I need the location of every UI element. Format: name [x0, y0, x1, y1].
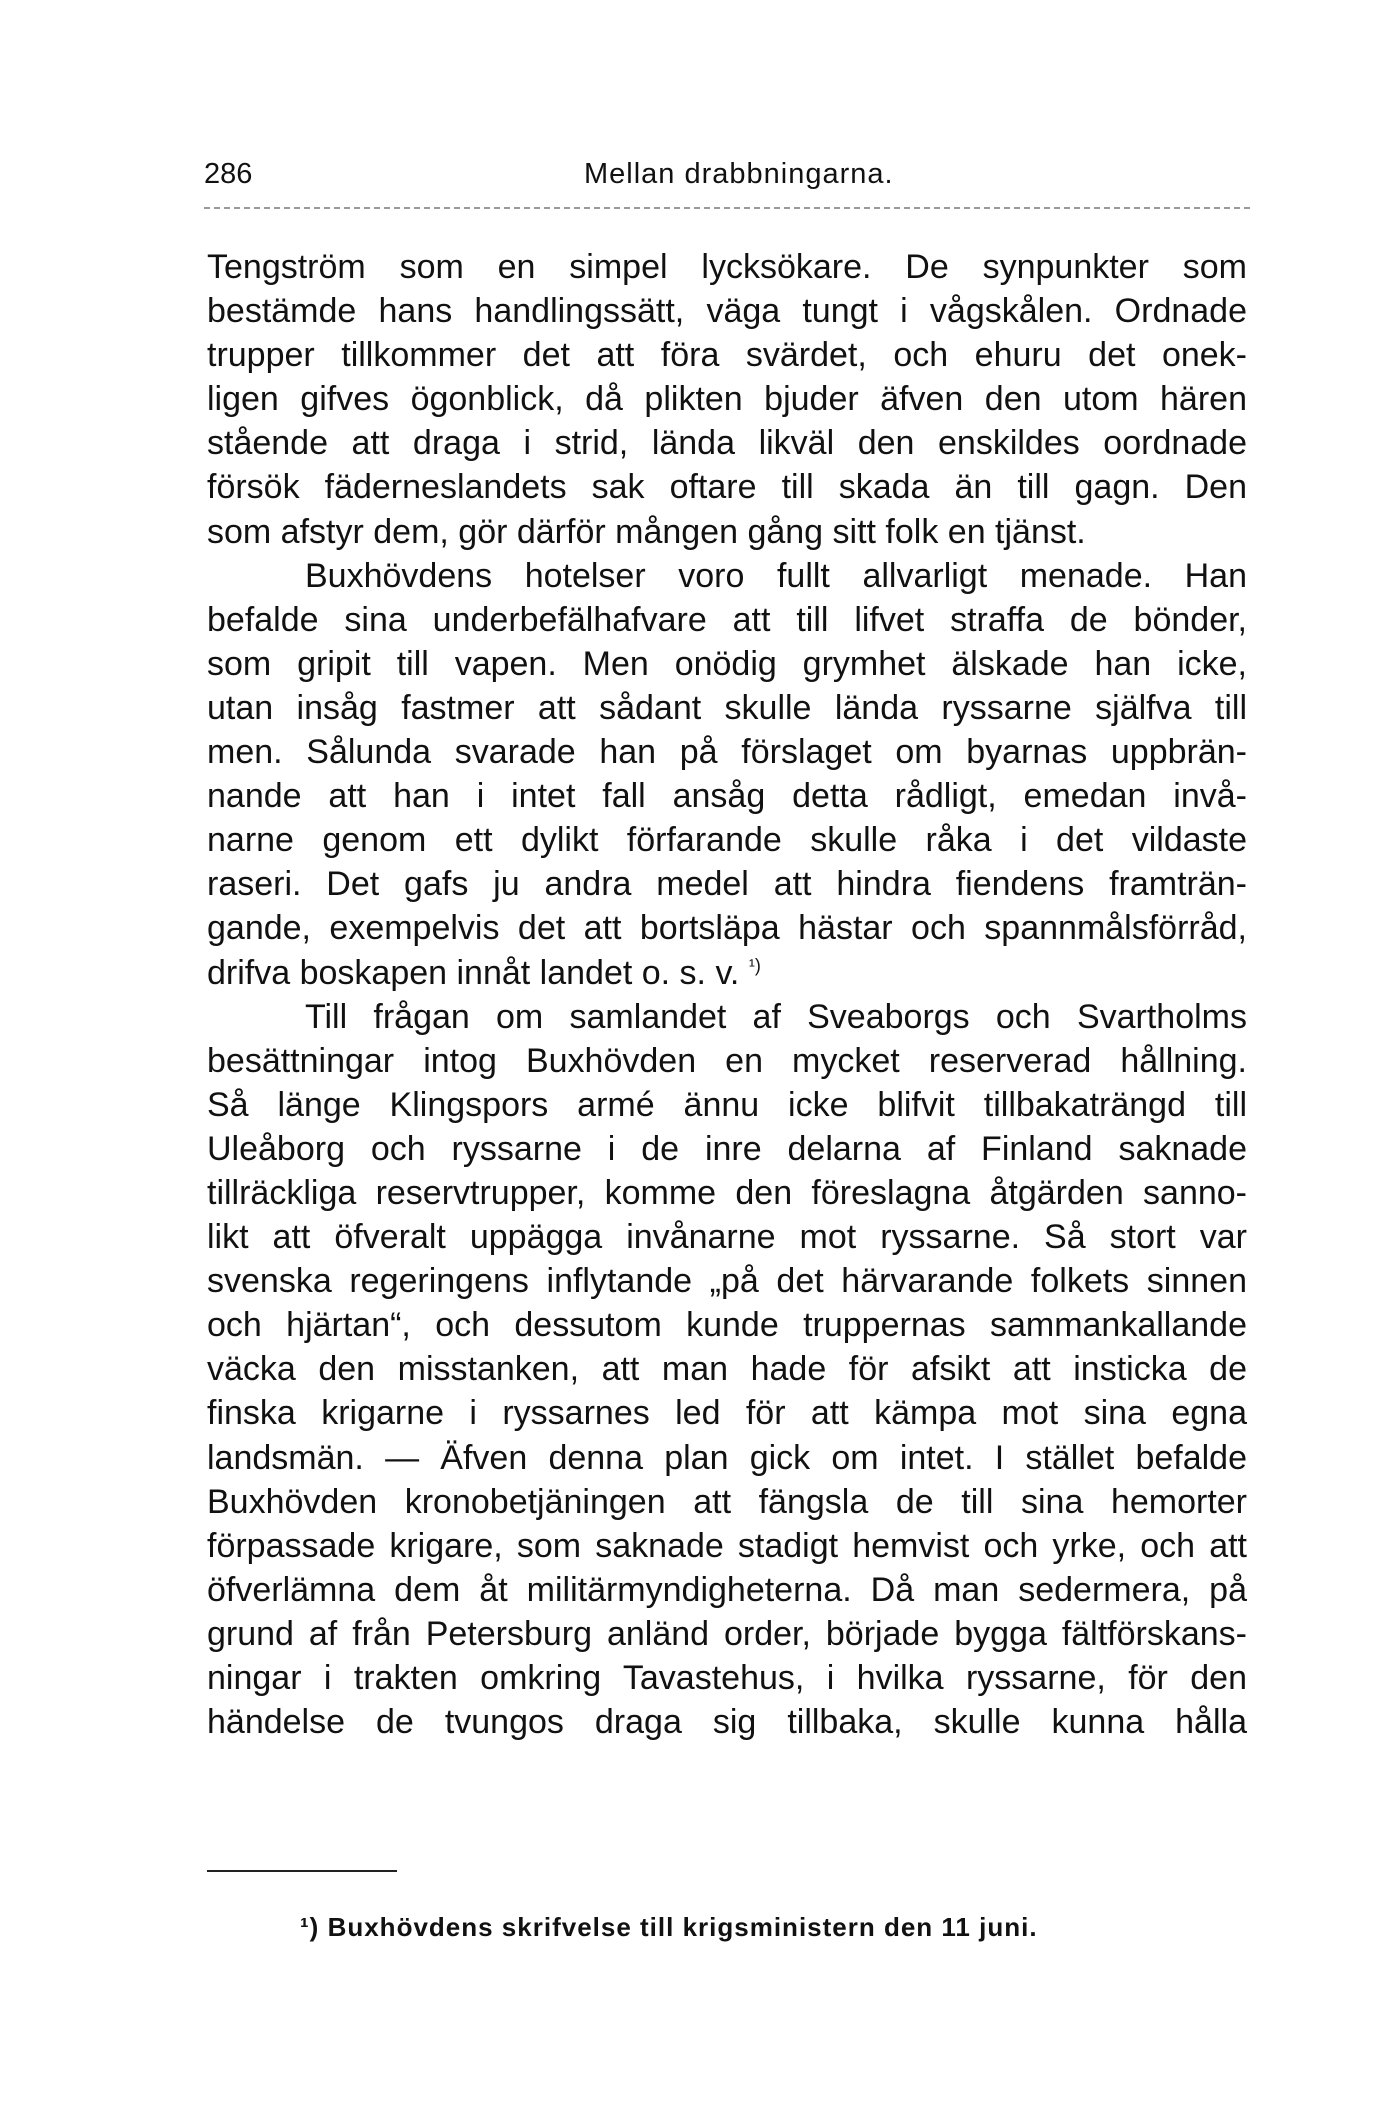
- text-line: narne genom ett dylikt förfarande skulle råka i det vildaste: [207, 821, 1247, 860]
- text-line: grund af från Petersburg anländ order, började bygga fältförskans-: [207, 1614, 1247, 1653]
- text-line: händelse de tvungos draga sig tillbaka, skulle kunna hålla: [207, 1703, 1247, 1742]
- footnote-reference: ¹): [748, 955, 761, 976]
- text-line: Till frågan om samlandet af Sveaborgs och Svartholms: [305, 997, 1247, 1036]
- text-line: öfverlämna dem åt militärmyndigheterna. Då man sedermera, på: [207, 1570, 1247, 1609]
- page-number: 286: [204, 158, 253, 190]
- text-line: likt att öfveralt uppägga invånarne mot ryssarne. Så stort var: [207, 1218, 1247, 1257]
- text-line: väcka den misstanken, att man hade för afsikt att insticka de: [207, 1350, 1247, 1389]
- text-line: Uleåborg och ryssarne i de inre delarna af Finland saknade: [207, 1129, 1247, 1168]
- footnote: [300, 1912, 1038, 1943]
- text-line-with-footnote-ref: [207, 951, 1247, 995]
- footnote-marker: ¹): [300, 1912, 320, 1942]
- text-line: ningar i trakten omkring Tavastehus, i hvilka ryssarne, för den: [207, 1659, 1247, 1697]
- text-line: förpassade krigare, som saknade stadigt hemvist och yrke, och att: [207, 1526, 1247, 1565]
- text-line: finska krigarne i ryssarnes led för att kämpa mot sina egna: [207, 1394, 1247, 1433]
- text-line: Buxhövden kronobetjäningen att fängsla de till sina hemorter: [207, 1482, 1247, 1521]
- text-line: och hjärtan“, och dessutom kunde truppernas sammankallande: [207, 1306, 1247, 1345]
- text-line: befalde sina underbefälhafvare att till lifvet straffa de bönder,: [207, 600, 1247, 639]
- running-title: Mellan drabbningarna.: [584, 158, 894, 190]
- text-line: försök fäderneslandets sak oftare till skada än till gagn. Den: [207, 468, 1247, 507]
- text-line: stående att draga i strid, lända likväl den enskildes oordnade: [207, 424, 1247, 463]
- page-header: [204, 158, 1250, 198]
- header-divider: [204, 207, 1250, 209]
- text-line: men. Sålunda svarade han på förslaget om byarnas uppbrän-: [207, 733, 1247, 772]
- text-line: Så länge Klingspors armé ännu icke blifvit tillbakaträngd till: [207, 1085, 1247, 1124]
- text-line: landsmän. — Äfven denna plan gick om intet. I stället befalde: [207, 1438, 1247, 1477]
- text-line: ligen gifves ögonblick, då plikten bjuder äfven den utom hären: [207, 380, 1247, 419]
- text-line: nande att han i intet fall ansåg detta rådligt, emedan invå-: [207, 777, 1247, 816]
- text-line: gande, exempelvis det att bortsläpa hästar och spannmålsförråd,: [207, 909, 1247, 948]
- text-line: trupper tillkommer det att föra svärdet, och ehuru det onek-: [207, 336, 1247, 375]
- footnote-divider: [207, 1870, 397, 1872]
- text-line: som gripit till vapen. Men onödig grymhet älskade han icke,: [207, 644, 1247, 683]
- text-line: besättningar intog Buxhövden en mycket reserverad hållning.: [207, 1041, 1247, 1080]
- text-line: Buxhövdens hotelser voro fullt allvarligt menade. Han: [305, 556, 1247, 595]
- text-line: bestämde hans handlingssätt, väga tungt i vågskålen. Ordnade: [207, 292, 1247, 331]
- footnote-text: Buxhövdens skrifvelse till krigsministern den 11 juni.: [327, 1912, 1038, 1942]
- text-line: Tengström som en simpel lycksökare. De synpunkter som: [207, 248, 1247, 286]
- text-line: som afstyr dem, gör därför mången gång sitt folk en tjänst.: [207, 512, 1086, 551]
- text-line: tillräckliga reservtrupper, komme den föreslagna åtgärden sanno-: [207, 1173, 1247, 1212]
- text-line: raseri. Det gafs ju andra medel att hindra fiendens framträn-: [207, 865, 1247, 904]
- text-line: svenska regeringens inflytande „på det härvarande folkets sinnen: [207, 1262, 1247, 1301]
- text-line: utan insåg fastmer att sådant skulle lända ryssarne själfva till: [207, 688, 1247, 727]
- body-text: [207, 245, 1247, 1744]
- text-line-content: drifva boskapen innåt landet o. s. v.: [207, 953, 740, 992]
